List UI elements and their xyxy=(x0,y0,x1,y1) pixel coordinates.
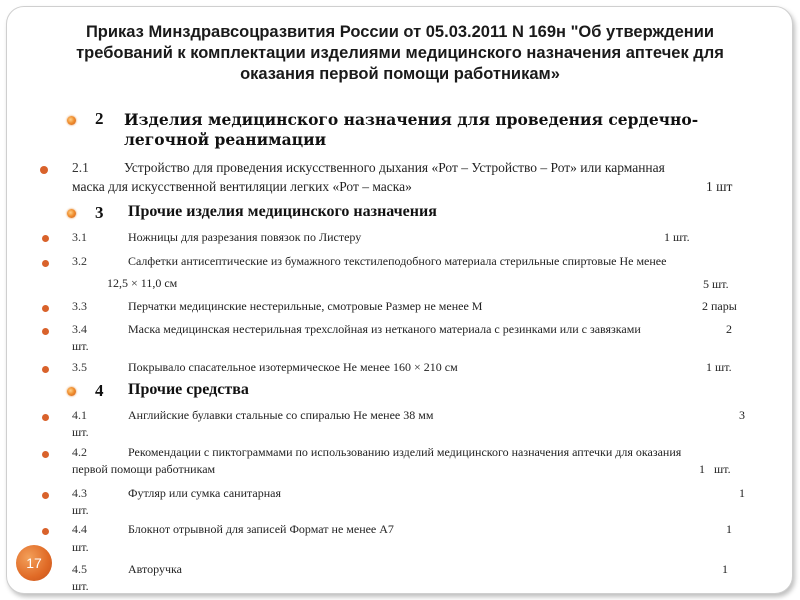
bullet-icon xyxy=(42,366,49,373)
item-number: 4.5 xyxy=(72,562,87,576)
bullet-icon xyxy=(42,328,49,335)
item-unit: шт. xyxy=(72,503,89,517)
bullet-icon xyxy=(42,528,49,535)
bullet-icon xyxy=(42,260,49,267)
item-unit: шт. xyxy=(72,579,89,593)
section-heading: Прочие изделия медицинского назначения xyxy=(128,203,437,220)
item-number: 4.3 xyxy=(72,486,87,500)
section-bullet-icon xyxy=(67,116,76,125)
item-text: Маска медицинская нестерильная трехслойная из нетканого материала с резинками или с завязками xyxy=(128,322,641,336)
section-number: 3 xyxy=(95,203,104,222)
bullet-icon xyxy=(42,414,49,421)
item-qty: 5 шт. xyxy=(703,277,729,291)
item-number: 4.2 xyxy=(72,445,87,459)
item-number: 3.2 xyxy=(72,254,87,268)
bullet-icon xyxy=(42,235,49,242)
bullet-icon xyxy=(40,166,48,174)
item-qty: 1 xyxy=(722,562,728,576)
item-qty: 1 шт. xyxy=(664,230,690,244)
item-unit: шт. xyxy=(72,425,89,439)
slide-title: Приказ Минздравсоцразвития России от 05.03.2011 N 169н "Об утверждении требований к комплектации изделиями медицинского назначения аптечек для оказания первой помощи работникам» xyxy=(76,23,724,83)
item-text: Футляр или сумка санитарная xyxy=(128,486,281,500)
item-number: 3.1 xyxy=(72,230,87,244)
bullet-icon xyxy=(42,451,49,458)
item-text: Рекомендации с пиктограммами по использованию изделий медицинского назначения аптечки для оказания xyxy=(128,445,682,459)
item-number: 4.1 xyxy=(72,408,87,422)
item-unit: шт. xyxy=(72,339,89,353)
item-text-cont: 12,5 × 11,0 см xyxy=(107,276,178,290)
item-qty: 1 шт xyxy=(706,179,733,194)
item-qty: 1 xyxy=(739,486,745,500)
item-text: Английские булавки стальные со спиралью Не менее 38 мм xyxy=(128,408,434,422)
page-number-badge: 17 xyxy=(16,545,52,581)
section-bullet-icon xyxy=(67,209,76,218)
section-number: 2 xyxy=(95,109,104,128)
item-qty: 2 пары xyxy=(702,299,737,313)
item-text: Ножницы для разрезания повязок по Листеру xyxy=(128,230,362,244)
item-number: 4.4 xyxy=(72,522,87,536)
item-number: 3.5 xyxy=(72,360,87,374)
section-number: 4 xyxy=(95,381,104,400)
section-heading: Прочие средства xyxy=(128,381,249,398)
item-text: Салфетки антисептические из бумажного текстилеподобного материала стерильные спиртовые Не менее xyxy=(128,254,667,268)
bullet-icon xyxy=(42,305,49,312)
item-number: 3.4 xyxy=(72,322,87,336)
item-text: Покрывало спасательное изотермическое Не менее 160 × 210 см xyxy=(128,360,458,374)
item-text-cont: первой помощи работникам xyxy=(72,462,216,476)
item-qty: 1 шт. xyxy=(706,360,732,374)
item-text: Блокнот отрывной для записей Формат не менее А7 xyxy=(128,522,394,536)
item-qty: 1 шт. xyxy=(699,462,731,476)
item-number: 2.1 xyxy=(72,160,89,175)
item-unit: шт. xyxy=(72,540,89,554)
item-qty: 3 xyxy=(739,408,745,422)
item-number: 3.3 xyxy=(72,299,87,313)
item-text-cont: маска для искусственной вентиляции легких «Рот – маска» xyxy=(72,179,412,194)
section-bullet-icon xyxy=(67,387,76,396)
item-text: Перчатки медицинские нестерильные, смотровые Размер не менее М xyxy=(128,299,483,313)
item-qty: 2 xyxy=(726,322,732,336)
item-qty: 1 xyxy=(726,522,732,536)
bullet-icon xyxy=(42,492,49,499)
item-text: Устройство для проведения искусственного дыхания «Рот – Устройство – Рот» или карманная xyxy=(124,160,665,175)
section-heading: Изделия медицинского назначения для проведения сердечно-легочной реанимации xyxy=(124,110,699,149)
item-text: Авторучка xyxy=(128,562,182,576)
